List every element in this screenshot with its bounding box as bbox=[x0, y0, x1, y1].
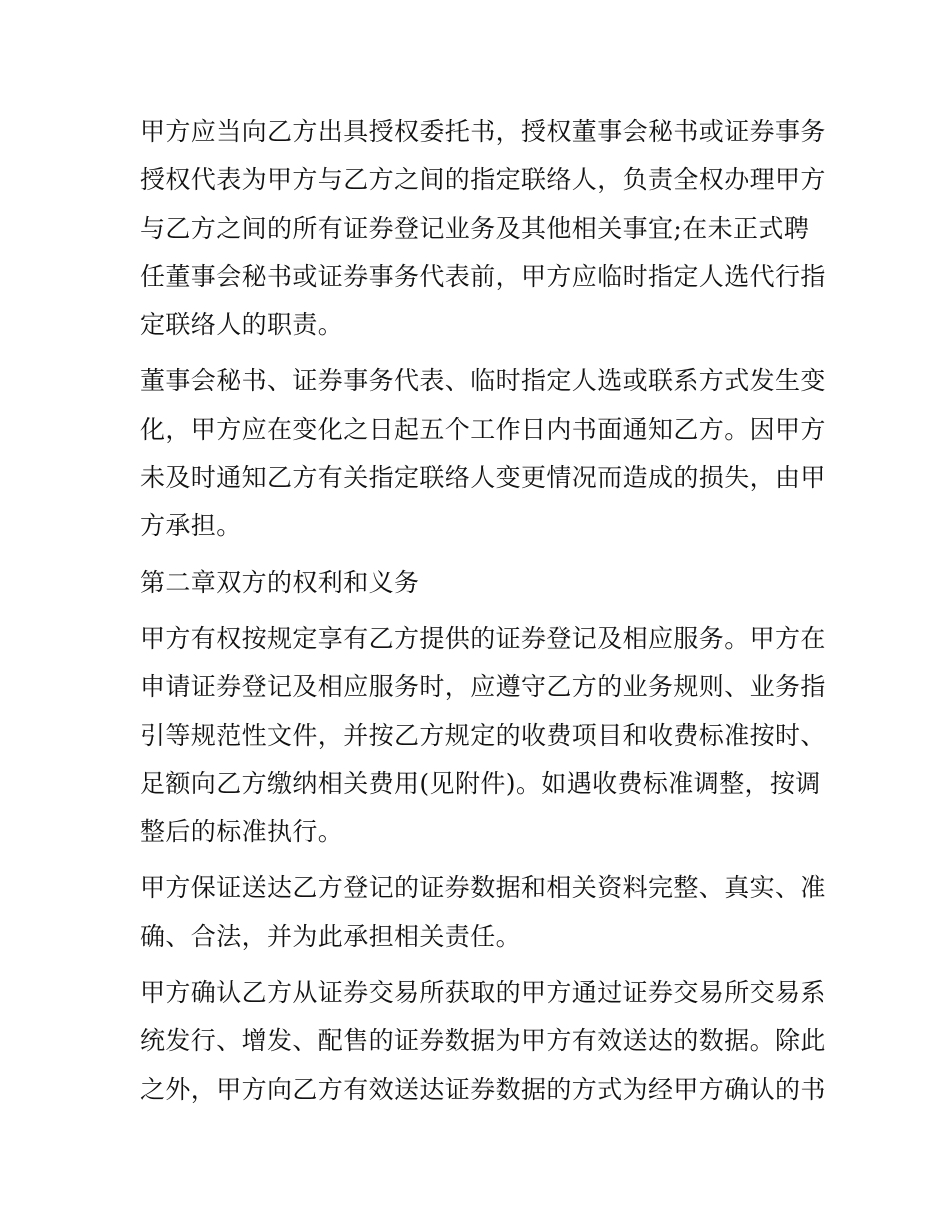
text-line: 甲方有权按规定享有乙方提供的证券登记及相应服务。甲方在 bbox=[140, 623, 826, 653]
paragraph bbox=[140, 864, 826, 961]
paragraph-spacing bbox=[140, 349, 820, 357]
text-line: 定联络人的职责。 bbox=[140, 310, 344, 340]
text-line: 与乙方之间的所有证券登记业务及其他相关事宜;在未正式聘 bbox=[140, 213, 810, 243]
document-body bbox=[140, 108, 826, 1114]
text-line: 甲方应当向乙方出具授权委托书，授权董事会秘书或证券事务 bbox=[140, 117, 826, 146]
text-line: 统发行、增发、配售的证券数据为甲方有效送达的数据。除此 bbox=[140, 1026, 826, 1056]
text-line: 方承担。 bbox=[140, 511, 242, 541]
paragraph-spacing bbox=[140, 961, 820, 969]
text-line: 授权代表为甲方与乙方之间的指定联络人，负责全权办理甲方 bbox=[140, 165, 826, 195]
paragraph bbox=[140, 615, 826, 856]
text-line: 申请证券登记及相应服务时，应遵守乙方的业务规则、业务指 bbox=[140, 672, 826, 702]
paragraph-spacing bbox=[140, 607, 820, 615]
paragraph bbox=[140, 108, 826, 349]
text-line: 足额向乙方缴纳相关费用(见附件)。如遇收费标准调整，按调 bbox=[140, 768, 821, 798]
chapter-heading bbox=[140, 559, 820, 607]
text-line: 引等规范性文件，并按乙方规定的收费项目和收费标准按时、 bbox=[140, 720, 826, 750]
text-line: 董事会秘书、证券事务代表、临时指定人选或联系方式发生变 bbox=[140, 366, 826, 396]
chapter-heading-text: 第二章双方的权利和义务 bbox=[140, 567, 420, 597]
paragraph-spacing bbox=[140, 856, 820, 864]
text-line: 甲方保证送达乙方登记的证券数据和相关资料完整、真实、准 bbox=[140, 873, 826, 903]
text-line: 化，甲方应在变化之日起五个工作日内书面通知乙方。因甲方 bbox=[140, 414, 826, 444]
text-line: 整后的标准执行。 bbox=[140, 817, 344, 847]
text-line: 甲方确认乙方从证券交易所获取的甲方通过证券交易所交易系 bbox=[140, 978, 826, 1008]
text-line: 确、合法，并为此承担相关责任。 bbox=[140, 921, 522, 951]
text-line: 任董事会秘书或证券事务代表前，甲方应临时指定人选代行指 bbox=[140, 261, 826, 291]
text-line: 之外，甲方向乙方有效送达证券数据的方式为经甲方确认的书 bbox=[140, 1074, 826, 1104]
text-line: 未及时通知乙方有关指定联络人变更情况而造成的损失，由甲 bbox=[140, 463, 826, 493]
paragraph-spacing bbox=[140, 551, 820, 559]
paragraph bbox=[140, 357, 826, 550]
paragraph bbox=[140, 969, 826, 1114]
